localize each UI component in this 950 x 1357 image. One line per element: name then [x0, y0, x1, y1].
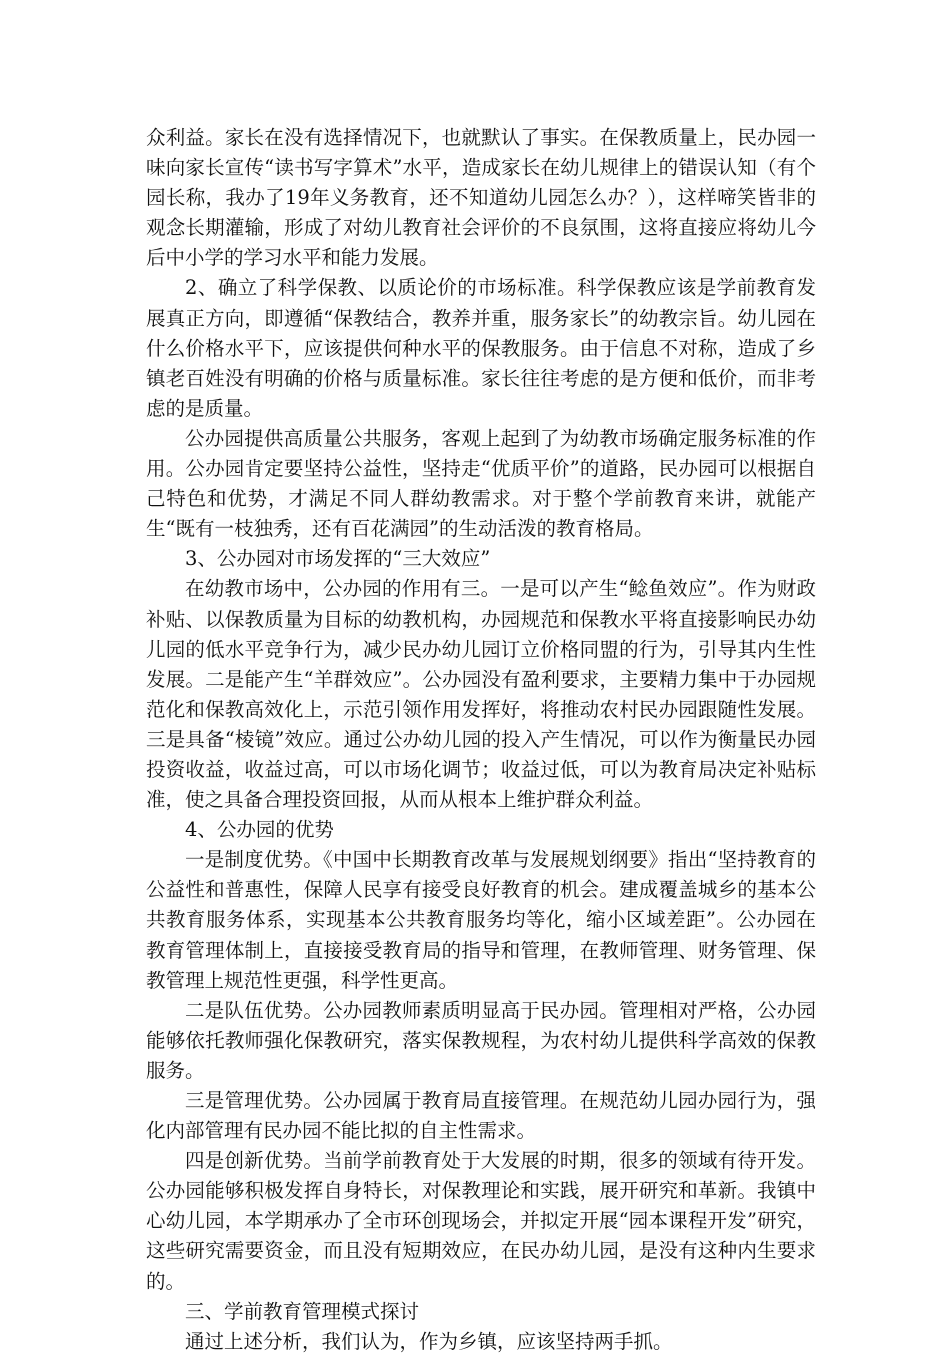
paragraph-9: 通过上述分析，我们认为，作为乡镇，应该坚持两手抓。 [185, 1329, 673, 1353]
paragraph-5: 一是制度优势。《中国中长期教育改革与发展规划纲要》指出“坚持教育的公益性和普惠性，保障人民享有接受良好教育的机会。建成覆盖城乡的基本公共教育服务体系，实现基本公共教育服务均等化，缩小区域差距”。公办园在教育管理体制上，直接接受教育局的指导和管理，在教师管理、财务管理、保教管理上规范性更强，科学性更高。 [146, 848, 816, 992]
section-heading-4: 4、公办园的优势 [185, 818, 334, 842]
document-page [146, 123, 816, 1357]
paragraph-1: 众利益。家长在没有选择情况下，也就默认了事实。在保教质量上，民办园一味向家长宣传“读书写字算术”水平，造成家长在幼儿规律上的错误认知（有个园长称，我办了19年义务教育，还不知道幼儿园怎么办？），这样啼笑皆非的观念长期灌输，形成了对幼儿教育社会评价的不良氛围，这将直接应将幼儿今后中小学的学习水平和能力发展。 [146, 126, 816, 270]
paragraph-7: 三是管理优势。公办园属于教育局直接管理。在规范幼儿园办园行为，强化内部管理有民办园不能比拟的自主性需求。 [146, 1089, 816, 1143]
paragraph-8: 四是创新优势。当前学前教育处于大发展的时期，很多的领域有待开发。公办园能够积极发挥自身特长，对保教理论和实践，展开研究和革新。我镇中心幼儿园，本学期承办了全市环创现场会，并拟定开展“园本课程开发”研究，这些研究需要资金，而且没有短期效应，在民办幼儿园，是没有这种内生要求的。 [146, 1149, 816, 1293]
paragraph-2: 2、确立了科学保教、以质论价的市场标准。科学保教应该是学前教育发展真正方向，即遵循“保教结合，教养并重，服务家长”的幼教宗旨。幼儿园在什么价格水平下，应该提供何种水平的保教服务。由于信息不对称，造成了乡镇老百姓没有明确的价格与质量标准。家长往往考虑的是方便和低价，而非考虑的是质量。 [146, 276, 816, 420]
paragraph-3: 公办园提供高质量公共服务，客观上起到了为幼教市场确定服务标准的作用。公办园肯定要坚持公益性，坚持走“优质平价”的道路，民办园可以根据自己特色和优势，才满足不同人群幼教需求。对于整个学前教育来讲，就能产生“既有一枝独秀，还有百花满园”的生动活泼的教育格局。 [146, 426, 816, 541]
section-heading-three: 三、学前教育管理模式探讨 [185, 1299, 420, 1323]
paragraph-6: 二是队伍优势。公办园教师素质明显高于民办园。管理相对严格，公办园能够依托教师强化保教研究，落实保教规程，为农村幼儿提供科学高效的保教服务。 [146, 998, 816, 1082]
section-heading-3: 3、公办园对市场发挥的“三大效应” [185, 547, 491, 571]
paragraph-4: 在幼教市场中，公办园的作用有三。一是可以产生“鲶鱼效应”。作为财政补贴、以保教质量为目标的幼教机构，办园规范和保教水平将直接影响民办幼儿园的低水平竞争行为，减少民办幼儿园订立价格同盟的行为，引导其内生性发展。二是能产生“羊群效应”。公办园没有盈利要求，主要精力集中于办园规范化和保教高效化上，示范引领作用发挥好，将推动农村民办园跟随性发展。三是具备“棱镜”效应。通过公办幼儿园的投入产生情况，可以作为衡量民办园投资收益，收益过高，可以市场化调节；收益过低，可以为教育局决定补贴标准，使之具备合理投资回报，从而从根本上维护群众利益。 [146, 577, 816, 812]
